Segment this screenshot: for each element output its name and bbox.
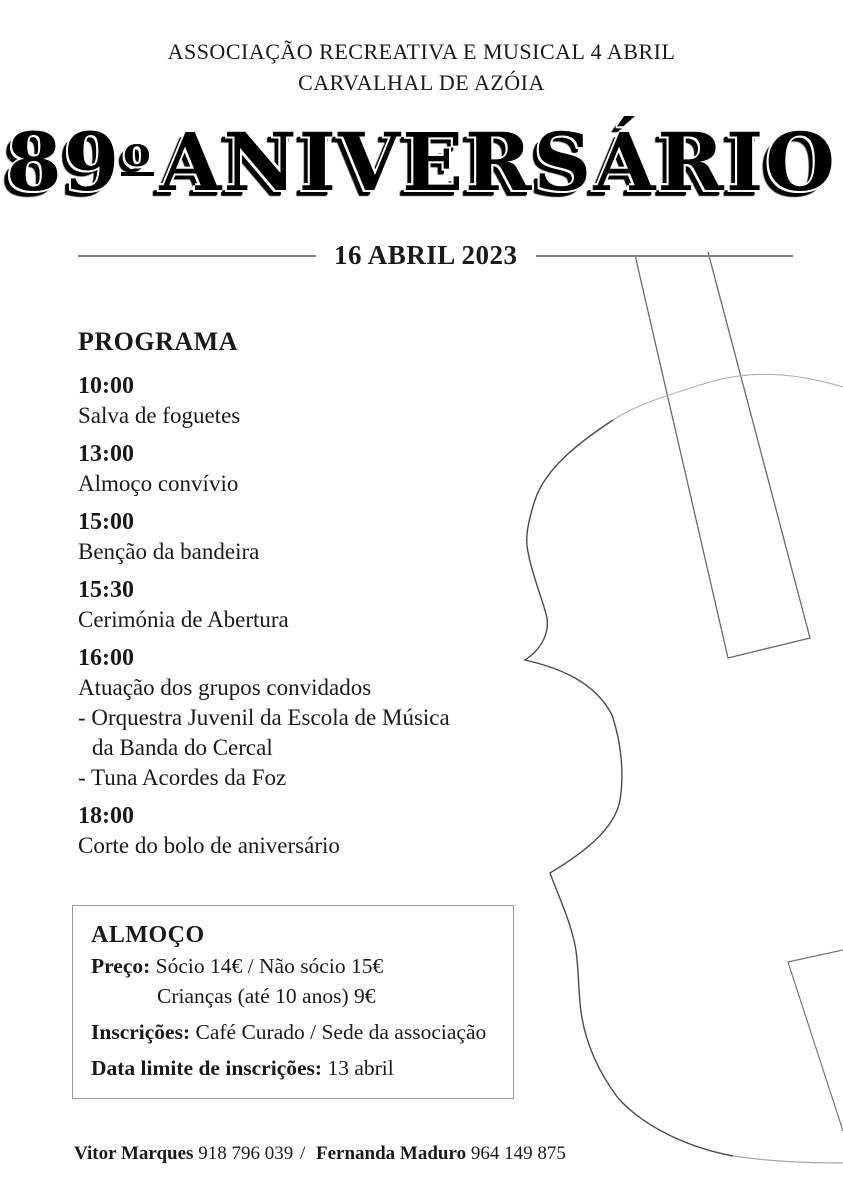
association-header: [0, 36, 843, 98]
title-number: 89: [6, 115, 122, 209]
contact-separator: /: [299, 1143, 306, 1164]
contact-phone-2: 964 149 875: [470, 1143, 566, 1164]
lunch-heading: ALMOÇO: [91, 922, 205, 948]
date-row: [78, 240, 793, 271]
program-description: Benção da bandeira: [78, 539, 260, 564]
program-description: - Orquestra Juvenil da Escola de Música: [78, 705, 450, 730]
registration-label: Inscrições:: [91, 1020, 191, 1044]
lunch-box: [72, 905, 514, 1099]
program-time: 10:00: [78, 373, 134, 399]
program-description: Almoço convívio: [78, 471, 239, 496]
program-description: - Tuna Acordes da Foz: [78, 765, 287, 790]
association-location: CARVALHAL DE AZÓIA: [298, 70, 545, 95]
program-description: Salva de foguetes: [78, 403, 241, 428]
program-description: Cerimónia de Abertura: [78, 607, 289, 632]
program-section: [78, 325, 548, 861]
program-heading: PROGRAMA: [78, 327, 238, 356]
event-date: 16 ABRIL 2023: [334, 240, 518, 270]
contact-phone-1: 918 796 039: [198, 1143, 294, 1164]
program-time: 15:00: [78, 509, 134, 535]
title-ordinal: o: [123, 126, 153, 176]
program-item: [78, 507, 548, 567]
date-divider-right: [536, 255, 793, 257]
contact-name-2: Fernanda Maduro: [315, 1143, 467, 1164]
program-time: 13:00: [78, 441, 134, 467]
program-item: [78, 371, 548, 431]
program-item: [78, 801, 548, 861]
registration-value: Café Curado / Sede da associação: [195, 1020, 487, 1044]
program-description: Atuação dos grupos convidados: [78, 675, 372, 700]
anniversary-title: [0, 112, 843, 216]
contacts-line: [74, 1141, 843, 1167]
program-item: [78, 439, 548, 499]
price-line: [91, 952, 495, 980]
price-children-line: Crianças (até 10 anos) 9€: [157, 984, 376, 1008]
price-label: Preço:: [91, 954, 151, 978]
price-value: Sócio 14€ / Não sócio 15€: [155, 954, 384, 978]
program-time: 18:00: [78, 803, 134, 829]
registration-line: [91, 1018, 495, 1046]
deadline-line: [91, 1054, 495, 1082]
program-items: [78, 371, 548, 861]
program-time: 16:00: [78, 645, 134, 671]
deadline-label: Data limite de inscrições:: [91, 1056, 323, 1080]
contact-name-1: Vitor Marques: [74, 1143, 194, 1164]
date-divider-left: [78, 255, 316, 257]
program-description: da Banda do Cercal: [92, 735, 273, 760]
program-time: 15:30: [78, 577, 134, 603]
program-item: [78, 575, 548, 635]
association-name: ASSOCIAÇÃO RECREATIVA E MUSICAL 4 ABRIL: [167, 39, 676, 64]
title-word: ANIVERSÁRIO: [159, 115, 837, 209]
deadline-value: 13 abril: [327, 1056, 394, 1080]
program-item: [78, 643, 548, 793]
program-description: Corte do bolo de aniversário: [78, 833, 340, 858]
